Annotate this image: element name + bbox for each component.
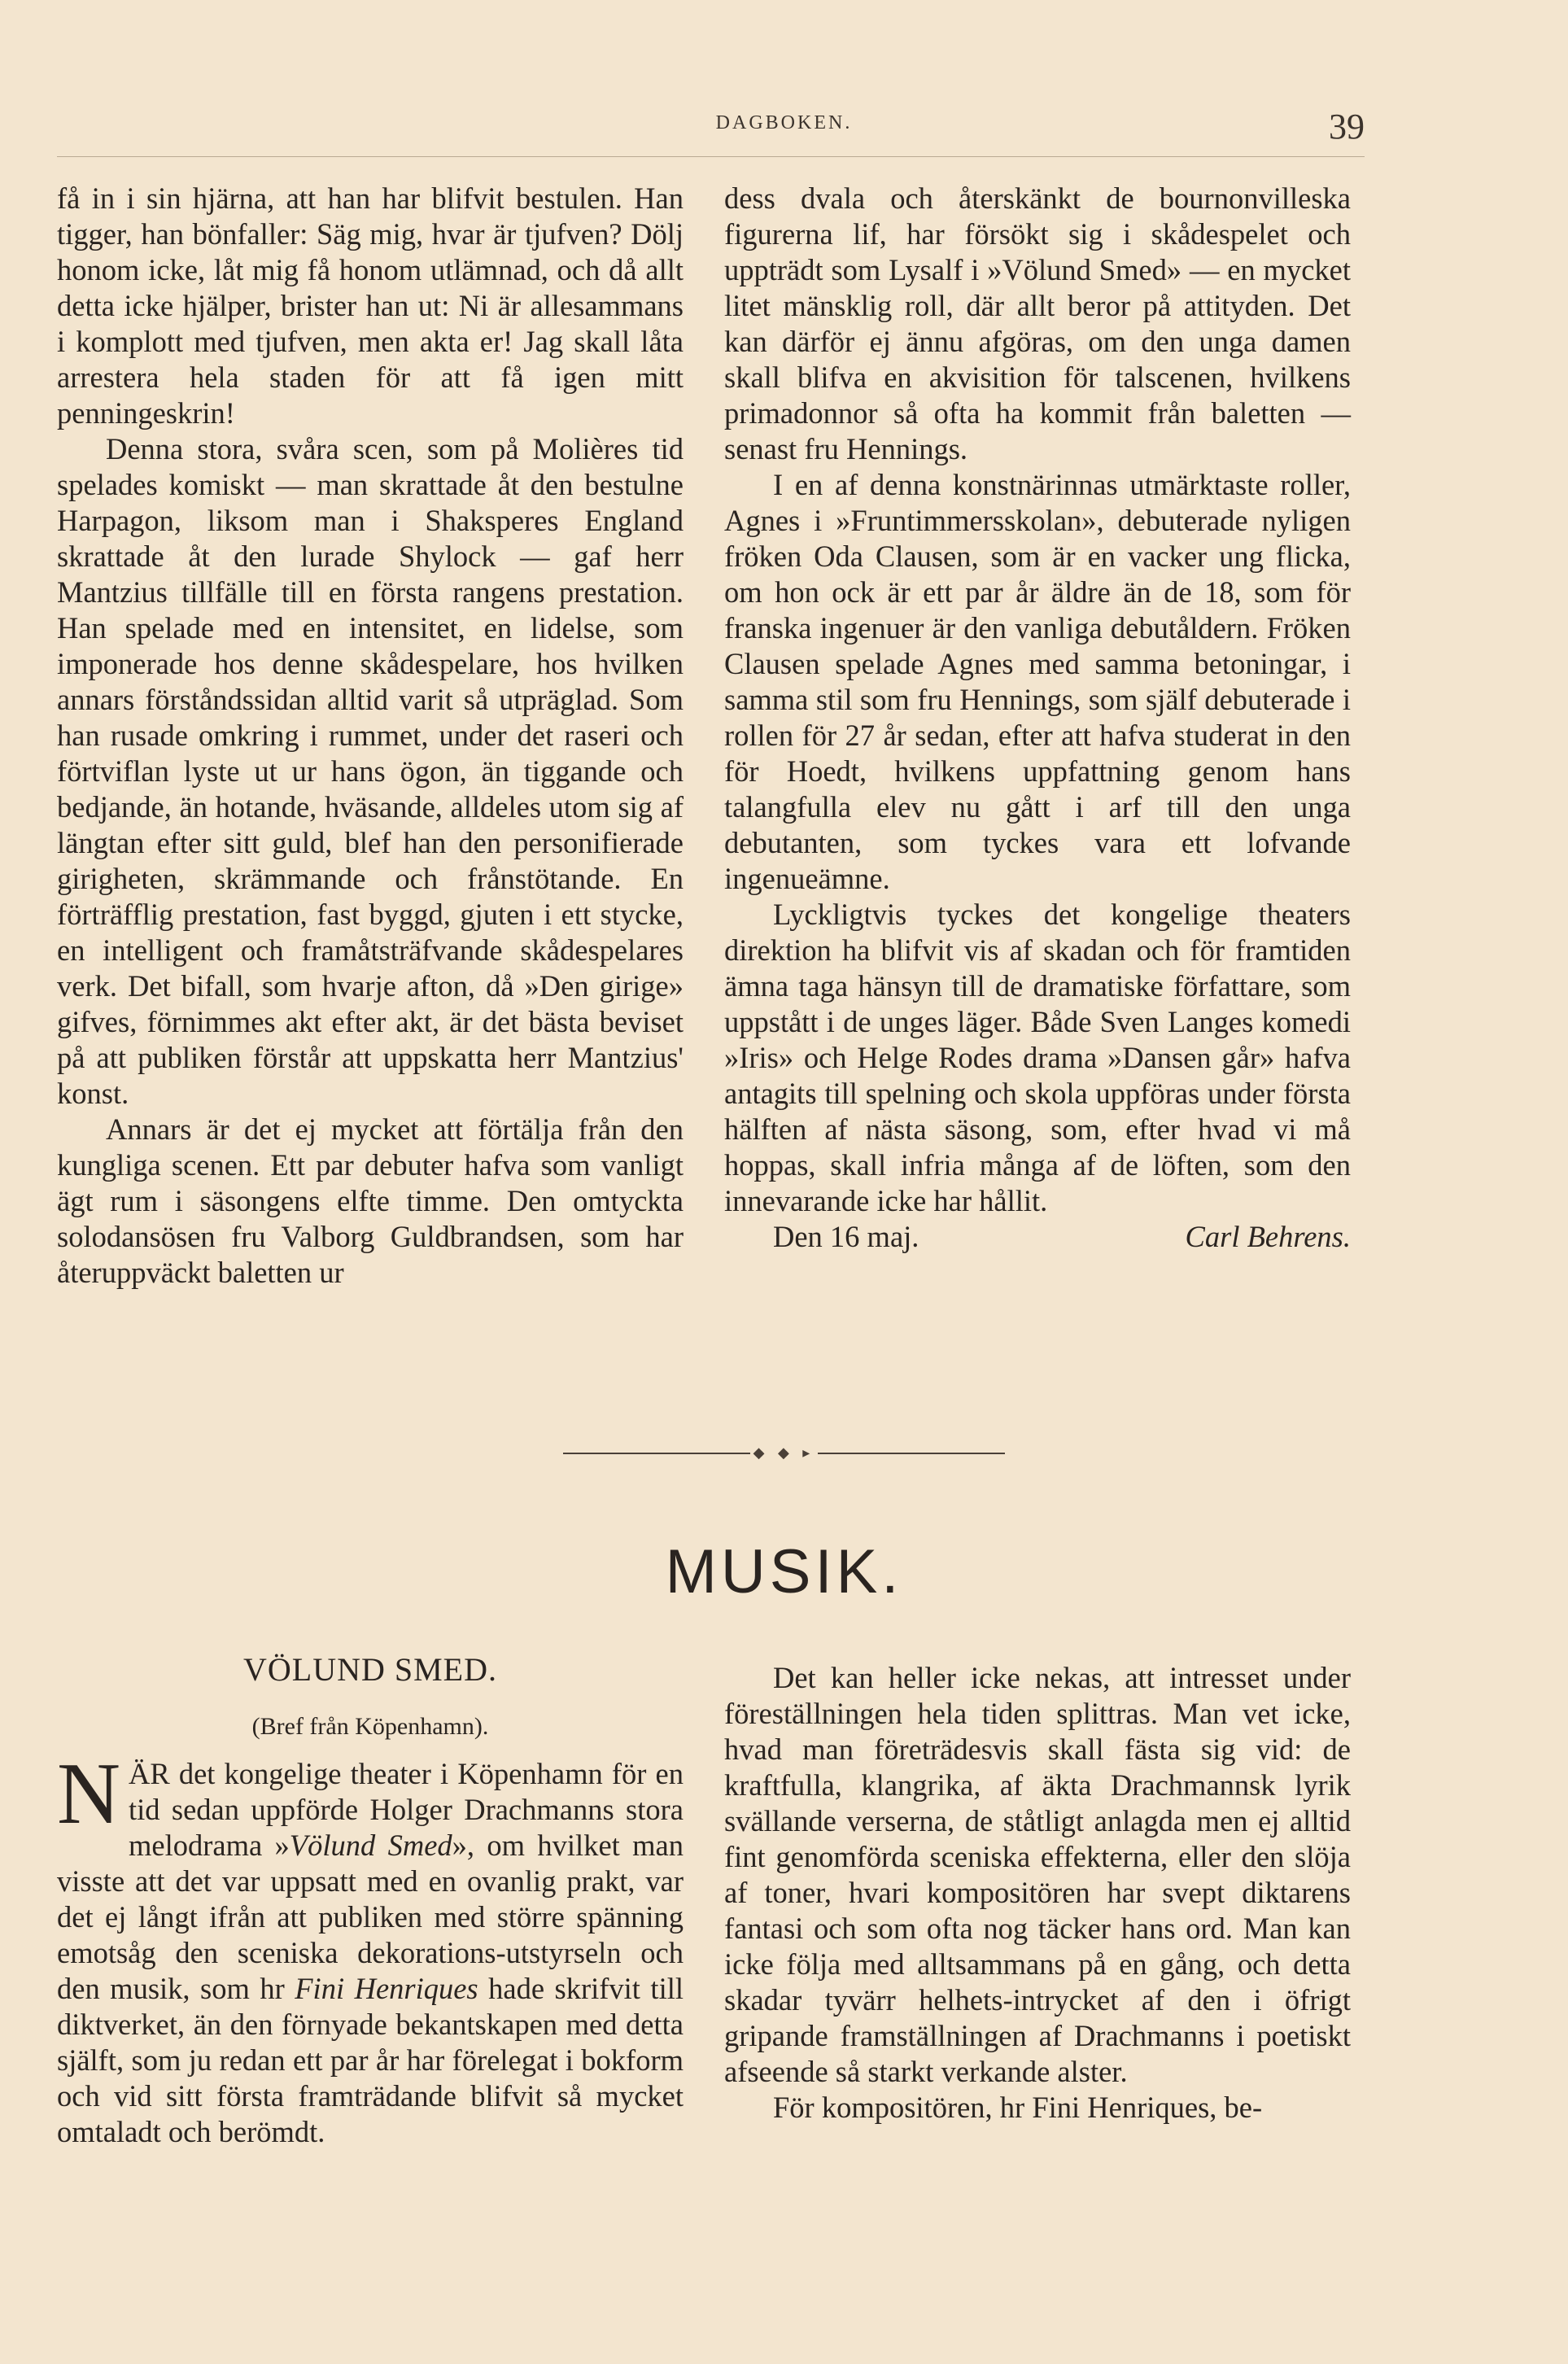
- text-run: », om hvilket man visste att det var uppsatt med en ovanlig prakt, var det ej långt ifrån att publiken med större spänning emotsåg den sceniska dekorations-utstyrseln och den musik, som hr: [57, 1829, 684, 2005]
- section-ornament: [0, 1444, 1568, 1462]
- paragraph: få in i sin hjärna, att han har blifvit bestulen. Han tigger, han bönfaller: Säg mig, hvar är tjufven? Dölj honom icke, låt mig få honom utlämnad, och då allt detta icke hjälper, brister han ut: Ni är allesammans i komplott med tjufven, men akta er! Jag skall låta arrestera hela staden för att få igen mitt penningeskrin!: [57, 181, 684, 430]
- section-title: MUSIK.: [665, 1537, 903, 1606]
- drop-cap: N: [57, 1746, 120, 1842]
- page-number: 39: [1329, 107, 1365, 146]
- ornament-rule-left: [563, 1453, 750, 1454]
- date: Den 16 maj.: [773, 1220, 919, 1253]
- article-subtitle: (Bref från Köpenhamn).: [251, 1713, 489, 1740]
- italic-title: Völund Smed: [289, 1829, 452, 1862]
- column-top-left: [57, 181, 684, 1291]
- paragraph: För kompositören, hr Fini Henriques, be-: [773, 2091, 1263, 2124]
- paragraph: I en af denna konstnärinnas utmärktaste roller, Agnes i »Fruntimmersskolan», debuterade nyligen fröken Oda Clausen, som är en vacker ung flicka, om hon ock är ett par år äldre än de 18, som för franska ingenuer är den vanliga debutåldern. Fröken Clausen spelade Agnes med samma betoningar, i samma stil som fru Hennings, som själf debuterade i rollen för 27 år sedan, efter att hafva studerat in den för Hoedt, hvilkens uppfattning genom hans talangfulla elev nu gått i arf till den unga debutanten, som tyckes vara ett lofvande ingenueämne.: [724, 468, 1351, 895]
- paragraph: [57, 1746, 684, 2150]
- paragraph: Det kan heller icke nekas, att intresset under föreställningen hela tiden splittras. Man vet icke, hvad man företrädesvis skall fästa sig vid: de kraftfulla, klangrika, af äkta Drachmannsk lyrik svällande verserna, de ståtligt anlagda men ej alltid fint genomförda sceniska effekterna, eller den slöja af toner, hvari kompositören har svept diktarens fantasi och som ofta nog täcker hans ord. Man kan icke följa med alltsammans på en gång, och detta skadar tyvärr helhets-intrycket af den i öfrigt gripande framställningen af Drachmanns i poetiskt afseende så starkt verkande alster.: [724, 1661, 1351, 2088]
- article-title: VÖLUND SMED.: [243, 1651, 497, 1688]
- author-signature: Carl Behrens.: [1185, 1220, 1351, 1253]
- paragraph: dess dvala och återskänkt de bournonvilleska figurerna lif, har försökt sig i skådespelet och uppträdt som Lysalf i »Völund Smed» — en mycket litet mänsklig roll, där allt beror på attityden. Det kan därför ej ännu afgöras, om den unga damen skall blifva en akvisition för talscenen, hvilkens primadonnor så ofta ha kommit från baletten — senast fru Hennings.: [724, 181, 1351, 465]
- running-head: DAGBOKEN.: [715, 112, 853, 133]
- column-bottom-left: [57, 1652, 684, 2150]
- ornament-glyphs: ◆ ◆ ▸: [753, 1444, 815, 1461]
- paragraph: Lyckligtvis tyckes det kongelige theaters direktion ha blifvit vis af skadan och för framtiden ämna taga hänsyn till de dramatiske författare, som uppstått i de unges läger. Både Sven Langes komedi »Iris» och Helge Rodes drama »Dansen går» hafva antagits till spelning och skola uppföras under första hälften af nästa säsong, som, efter hvad vi må hoppas, skall infria många af de löften, som den innevarande icke har hållit.: [724, 898, 1351, 1217]
- text-run: ÄR det kongelige theater i Köpenhamn för en tid sedan uppförde Holger Drachmanns stora melodrama »: [129, 1757, 684, 1862]
- header-rule: [57, 156, 1365, 157]
- paragraph: Denna stora, svåra scen, som på Molières tid spelades komiskt — man skrattade åt den bestulne Harpagon, liksom man i Shaksperes England skrattade åt den lurade Shylock — gaf herr Mantzius tillfälle till en första rangens prestation. Han spelade med en intensitet, en lidelse, som imponerade hos denne skådespelare, hos hvilken annars förståndssidan alltid varit så utpräglad. Som han rusade omkring i rummet, under det raseri och förtviflan lyste ut ur hans ögon, än tiggande och bedjande, än hotande, hväsande, alldeles utom sig af längtan efter sitt guld, blef han den personifierade girigheten, skrämmande och frånstötande. En förträfflig prestation, fast byggd, gjuten i ett stycke, en intelligent och framåtsträfvande skådespelares verk. Det bifall, som hvarje afton, då »Den girige» gifves, förnimmes akt efter akt, är det bästa beviset på att publiken förstår att uppskatta herr Mantzius' konst.: [57, 432, 684, 1110]
- text-run: hade skrifvit till diktverket, än den förnyade bekantskapen med detta själft, som ju redan ett par år har förelegat i bokform och vid sitt första framträdande blifvit så mycket omtaladt och berömdt.: [57, 1972, 684, 2148]
- paragraph: Annars är det ej mycket att förtälja från den kungliga scenen. Ett par debuter hafva som vanligt ägt rum i säsongens elfte timme. Den omtyckta solodansösen fru Valborg Guldbrandsen, som har återuppväckt baletten ur: [57, 1112, 684, 1289]
- dateline: [724, 1219, 1351, 1255]
- column-bottom-right: [724, 1660, 1351, 2126]
- italic-name: Fini Henriques: [295, 1972, 478, 2005]
- column-top-right: [724, 181, 1351, 1255]
- ornament-rule-right: [818, 1453, 1005, 1454]
